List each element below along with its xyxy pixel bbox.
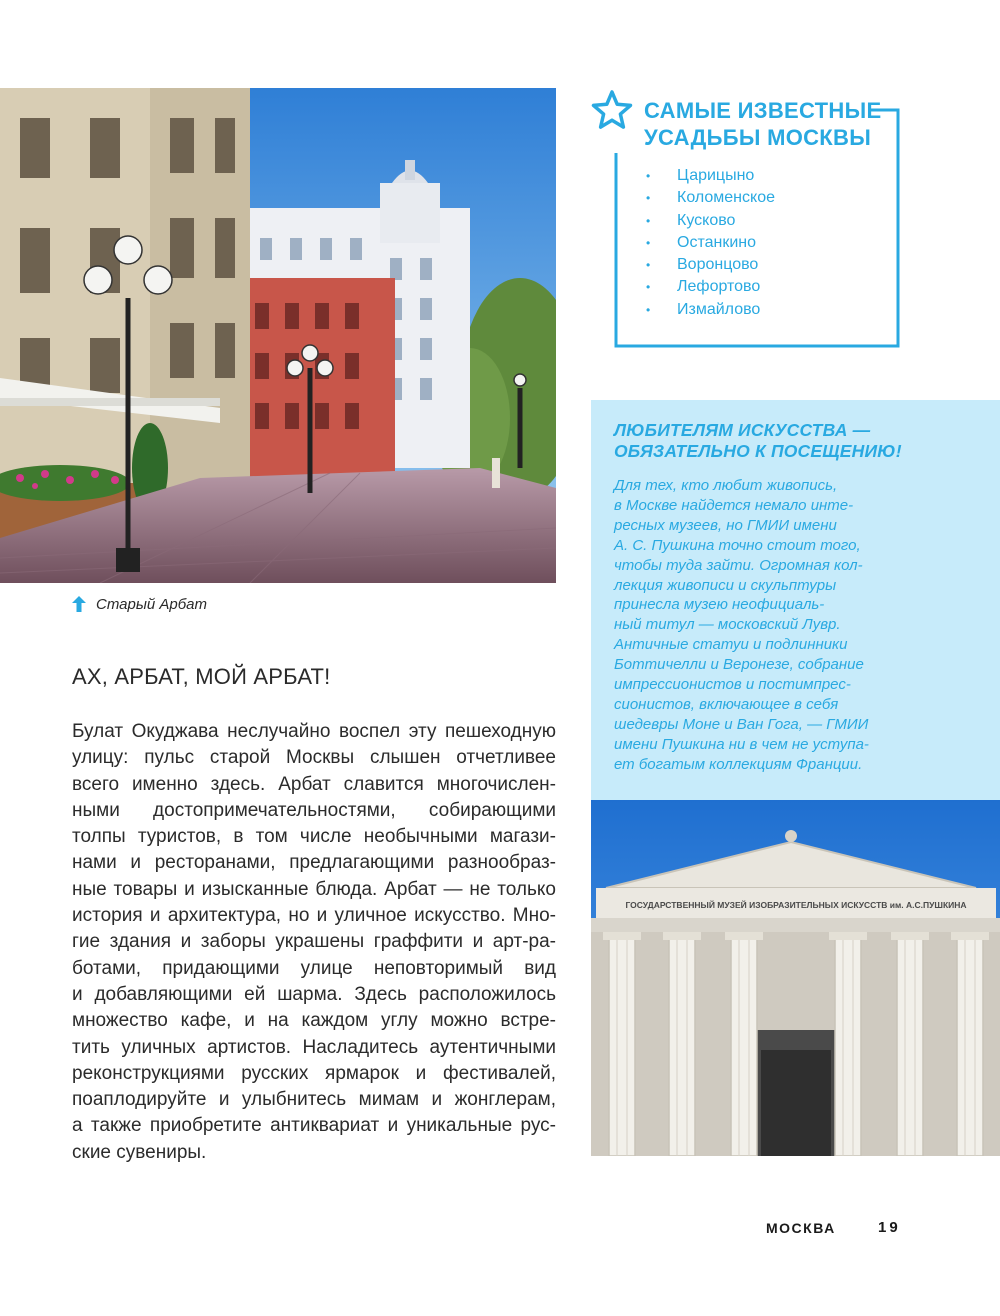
page-number: 19 xyxy=(878,1219,901,1236)
art-box-title: ЛЮБИТЕЛЯМ ИСКУССТВА — ОБЯЗАТЕЛЬНО К ПОСЕЩЕНИЮ! xyxy=(614,420,902,461)
arrow-up-icon xyxy=(72,596,86,612)
caption-text: Старый Арбат xyxy=(96,595,208,613)
art-line: импрессионистов и постимпрес- xyxy=(614,676,851,694)
body-line: гие здания и заборы украшены граффити и арт-ра- xyxy=(72,931,556,953)
list-item: • Измайлово xyxy=(646,300,761,318)
art-line: ет богатым коллекциям Франции. xyxy=(614,755,863,773)
body-line: реконструкциями русских ярмарок и фестивалей, xyxy=(72,1062,556,1084)
body-line: Булат Окуджава неслучайно воспел эту пешеходную xyxy=(72,721,556,742)
article-body xyxy=(72,719,556,1166)
body-line: поаплодируйте и улыбнитесь мимам и жонглерам, xyxy=(72,1089,556,1111)
art-line: принесла музею неофициаль- xyxy=(614,596,825,614)
star-icon xyxy=(590,89,634,131)
art-line: чтобы туда зайти. Огромная кол- xyxy=(614,556,863,574)
body-line: ными достопримечательностями, собирающими xyxy=(72,799,556,821)
art-line: А. С. Пушкина точно стоит того, xyxy=(614,536,861,554)
arbat-street-photo xyxy=(0,88,556,583)
art-line: ресных музеев, но ГМИИ имени xyxy=(614,516,837,534)
body-line: а также приобретите антиквариат и уникальные рус- xyxy=(72,1115,556,1137)
footer-section-name: МОСКВА xyxy=(766,1220,836,1236)
list-item: • Царицыно xyxy=(646,167,755,184)
art-line: сионистов, включающее в себя xyxy=(614,695,839,713)
list-item: • Воронцово xyxy=(646,256,759,274)
art-line: имени Пушкина ни в чем не уступа- xyxy=(614,735,869,753)
list-item: • Лефортово xyxy=(646,278,761,296)
body-line: всего именно здесь. Арбат славится многочислен- xyxy=(72,773,556,795)
body-line: множество кафе, и на каждом углу можно встре- xyxy=(72,1010,556,1032)
list-item: • Останкино xyxy=(646,233,756,251)
body-line: ские сувениры. xyxy=(72,1141,207,1163)
list-item: • Кусково xyxy=(646,211,736,229)
body-line: история и архитектура, но и уличное искусство. Мно- xyxy=(72,905,556,927)
body-line: ные товары и изысканные блюда. Арбат — не только xyxy=(72,878,556,900)
pushkin-museum-photo xyxy=(591,800,1000,1156)
art-line: лекция живописи и скульптуры xyxy=(614,576,837,594)
art-line: Боттичелли и Веронезе, собрание xyxy=(614,656,864,674)
section-heading: АХ, АРБАТ, МОЙ АРБАТ! xyxy=(72,664,331,689)
art-box-body xyxy=(614,476,994,775)
art-line: Античные статуи и подлинники xyxy=(614,636,848,654)
museum-inscription: ГОСУДАРСТВЕННЫЙ МУЗЕЙ ИЗОБРАЗИТЕЛЬНЫХ ИСКУССТВ им. А.С.ПУШКИНА xyxy=(625,900,967,910)
estates-title: САМЫЕ ИЗВЕСТНЫЕ УСАДЬБЫ МОСКВЫ xyxy=(644,98,882,150)
art-line: в Москве найдется немало инте- xyxy=(614,496,854,514)
estates-list xyxy=(646,165,775,321)
body-line: улицу: пульс старой Москвы слышен отчетливее xyxy=(72,747,556,769)
art-line: шедевры Моне и Ван Гога, — ГМИИ xyxy=(614,715,869,733)
photo-caption xyxy=(72,594,207,614)
art-line: ный титул — московский Лувр. xyxy=(614,616,841,634)
body-line: и добавляющими ей шарма. Здесь расположилось xyxy=(72,983,556,1005)
body-line: нами и ресторанами, предлагающими разнообраз- xyxy=(72,852,556,874)
body-line: ботами, придающими улице неповторимый вид xyxy=(72,957,556,979)
list-item: • Коломенское xyxy=(646,189,775,207)
body-line: тить уличных артистов. Насладитесь аутентичными xyxy=(72,1036,556,1058)
body-line: толпы туристов, в том числе необычными магази- xyxy=(72,826,556,848)
art-line: Для тех, кто любит живопись, xyxy=(614,477,838,494)
